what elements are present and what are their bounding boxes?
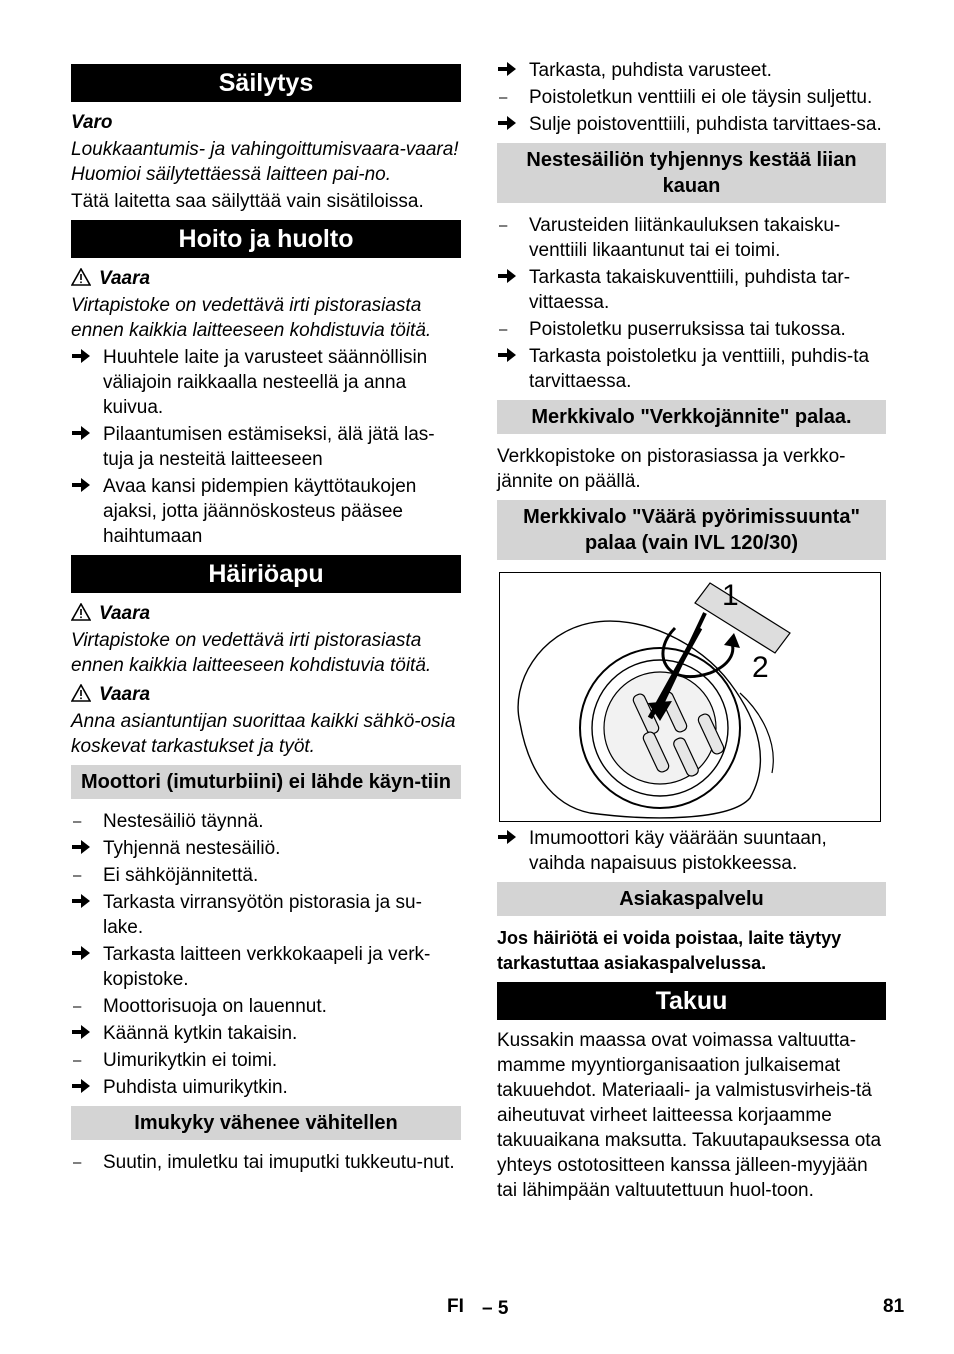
item-text: Nestesäiliö täynnä.: [103, 811, 264, 832]
cause-item: [71, 809, 461, 834]
dash-bullet-icon: –: [73, 867, 82, 884]
item-text: Tarkasta takaiskuventtiili, puhdista tar-vittaessa.: [529, 267, 851, 313]
warning-triangle-icon: [71, 603, 91, 621]
danger-label: [71, 266, 461, 291]
subheading-moottori: Moottori (imuturbiini) ei lähde käyn-tiin: [71, 765, 461, 799]
rotation-troubleshoot-list: [497, 826, 886, 876]
heading-sailytys: Säilytys: [71, 64, 461, 102]
danger-label-text: Vaara: [99, 684, 151, 705]
item-text: Varusteiden liitänkauluksen takaisku-venttiili likaantunut tai ei toimi.: [529, 215, 841, 261]
arrow-right-icon: [71, 942, 95, 967]
arrow-right-icon: [71, 345, 95, 370]
dash-bullet-icon: –: [73, 813, 82, 830]
cause-item: [71, 1048, 461, 1073]
action-step: [71, 942, 461, 992]
danger-label-text: Vaara: [99, 603, 151, 624]
item-text: Suutin, imuletku tai imuputki tukkeutu-nut.: [103, 1152, 455, 1173]
suction-troubleshoot-list: [71, 1150, 461, 1175]
heading-hairioapu: Häiriöapu: [71, 555, 461, 593]
subheading-tyhjennys: Nestesäiliön tyhjennys kestää liian kauan: [497, 143, 886, 203]
item-text: Tarkasta laitteen verkkokaapeli ja verk-kopistoke.: [103, 944, 431, 990]
cause-item: [497, 85, 886, 110]
action-step: [71, 1075, 461, 1100]
caution-label: Varo: [71, 112, 113, 133]
item-text: Tarkasta poistoletku ja venttiili, puhdis-ta tarvittaessa.: [529, 346, 870, 392]
motor-troubleshoot-list: [71, 809, 461, 1100]
subheading-pyorimissuunta: Merkkivalo "Väärä pyörimissuunta" palaa (vain IVL 120/30): [497, 500, 886, 560]
heading-takuu: Takuu: [497, 982, 886, 1020]
customer-service-text: Jos häiriötä ei voida poistaa, laite täytyy tarkastuttaa asiakaspalvelussa.: [497, 928, 842, 973]
caution-text: Loukkaantumis- ja vahingoittumisvaara-vaara! Huomioi säilytettäessä laitteen pai-no.: [71, 139, 459, 185]
dash-bullet-icon: –: [499, 89, 508, 106]
arrow-right-icon: [71, 422, 95, 447]
danger-label: [71, 601, 461, 626]
arrow-right-icon: [497, 826, 521, 851]
drain-troubleshoot-list: [497, 213, 886, 394]
item-text: Avaa kansi pidempien käyttötaukojen ajaksi, jotta jäännöskosteus pääsee haihtumaan: [103, 476, 417, 547]
danger-label: [71, 682, 461, 707]
maintenance-steps: [71, 345, 461, 549]
warning-triangle-icon: [71, 684, 91, 702]
subheading-verkkojannite: Merkkivalo "Verkkojännite" palaa.: [497, 400, 886, 434]
item-text: Poistoletku puserruksissa tai tukossa.: [529, 319, 846, 340]
subheading-asiakaspalvelu: Asiakaspalvelu: [497, 882, 886, 916]
cause-item: [497, 213, 886, 263]
action-step: [497, 58, 886, 83]
arrow-right-icon: [497, 58, 521, 83]
cause-item: [497, 317, 886, 342]
action-step: [71, 474, 461, 549]
figure-label-1: 1: [722, 579, 739, 612]
plug-polarity-figure: [499, 572, 881, 822]
warranty-text: Kussakin maassa ovat voimassa valtuutta-mamme myyntiorganisaation julkaisemat takuuehdot. Materiaali- ja valmistusvirheis-tä aiheutuvat virheet laitteessa korjaamme takuuaikana maksutta. Takuutapauksessa ota yhteys ostotositteen kanssa jälleen-myyjään tai lähimpään valtuutettuun huol-toon.: [497, 1030, 882, 1201]
item-text: Huuhtele laite ja varusteet säännöllisin väliajoin raikkaalla nesteellä ja anna kuivua.: [103, 347, 428, 418]
subheading-imukyky: Imukyky vähenee vähitellen: [71, 1106, 461, 1140]
action-step: [497, 344, 886, 394]
plug-illustration: [500, 573, 880, 821]
arrow-right-icon: [497, 265, 521, 290]
action-step: [71, 836, 461, 861]
warning-triangle-icon: [71, 268, 91, 286]
mains-voltage-text: Verkkopistoke on pistorasiassa ja verkko-jännite on päällä.: [497, 446, 846, 492]
item-text: Puhdista uimurikytkin.: [103, 1077, 288, 1098]
footer-section: – 5: [482, 1298, 509, 1319]
dash-bullet-icon: –: [499, 217, 508, 234]
dash-bullet-icon: –: [73, 1052, 82, 1069]
arrow-right-icon: [71, 1075, 95, 1100]
dash-bullet-icon: –: [499, 321, 508, 338]
item-text: Moottorisuoja on lauennut.: [103, 996, 327, 1017]
item-text: Ei sähköjännitettä.: [103, 865, 259, 886]
storage-note: Tätä laitetta saa säilyttää vain sisätiloissa.: [71, 191, 424, 212]
action-step: [497, 826, 886, 876]
arrow-right-icon: [71, 890, 95, 915]
arrow-right-icon: [497, 344, 521, 369]
item-text: Käännä kytkin takaisin.: [103, 1023, 298, 1044]
danger-text: Virtapistoke on vedettävä irti pistorasiasta ennen kaikkia laitteeseen kohdistuvia töitä.: [71, 295, 432, 341]
item-text: Tarkasta, puhdista varusteet.: [529, 60, 772, 81]
item-text: Tarkasta virransyötön pistorasia ja su-lake.: [103, 892, 422, 938]
cause-item: [71, 1150, 461, 1175]
arrow-right-icon: [71, 1021, 95, 1046]
action-step: [497, 112, 886, 137]
action-step: [71, 890, 461, 940]
danger-text: Anna asiantuntijan suorittaa kaikki sähkö-osia koskevat tarkastukset ja työt.: [71, 711, 456, 757]
dash-bullet-icon: –: [73, 998, 82, 1015]
right-column: [497, 58, 886, 1205]
item-text: Pilaantumisen estämiseksi, älä jätä las-tuja ja nesteitä laitteeseen: [103, 424, 435, 470]
danger-label-text: Vaara: [99, 268, 151, 289]
arrow-right-icon: [497, 112, 521, 137]
figure-label-2: 2: [752, 651, 769, 684]
cause-item: [71, 994, 461, 1019]
arrow-right-icon: [71, 836, 95, 861]
action-step: [71, 345, 461, 420]
item-text: Imumoottori käy väärään suuntaan, vaihda napaisuus pistokkeessa.: [529, 828, 827, 874]
left-column: [71, 58, 461, 1177]
danger-text: Virtapistoke on vedettävä irti pistorasiasta ennen kaikkia laitteeseen kohdistuvia töitä.: [71, 630, 432, 676]
footer-lang: FI: [447, 1296, 464, 1317]
dash-bullet-icon: –: [73, 1154, 82, 1171]
item-text: Tyhjennä nestesäiliö.: [103, 838, 281, 859]
item-text: Poistoletkun venttiili ei ole täysin suljettu.: [529, 87, 873, 108]
accessory-troubleshoot-list: [497, 58, 886, 137]
item-text: Uimurikytkin ei toimi.: [103, 1050, 278, 1071]
footer-page-number: 81: [883, 1296, 905, 1317]
action-step: [497, 265, 886, 315]
item-text: Sulje poistoventtiili, puhdista tarvittaes-sa.: [529, 114, 882, 135]
heading-hoito-ja-huolto: Hoito ja huolto: [71, 220, 461, 258]
action-step: [71, 422, 461, 472]
cause-item: [71, 863, 461, 888]
action-step: [71, 1021, 461, 1046]
arrow-right-icon: [71, 474, 95, 499]
